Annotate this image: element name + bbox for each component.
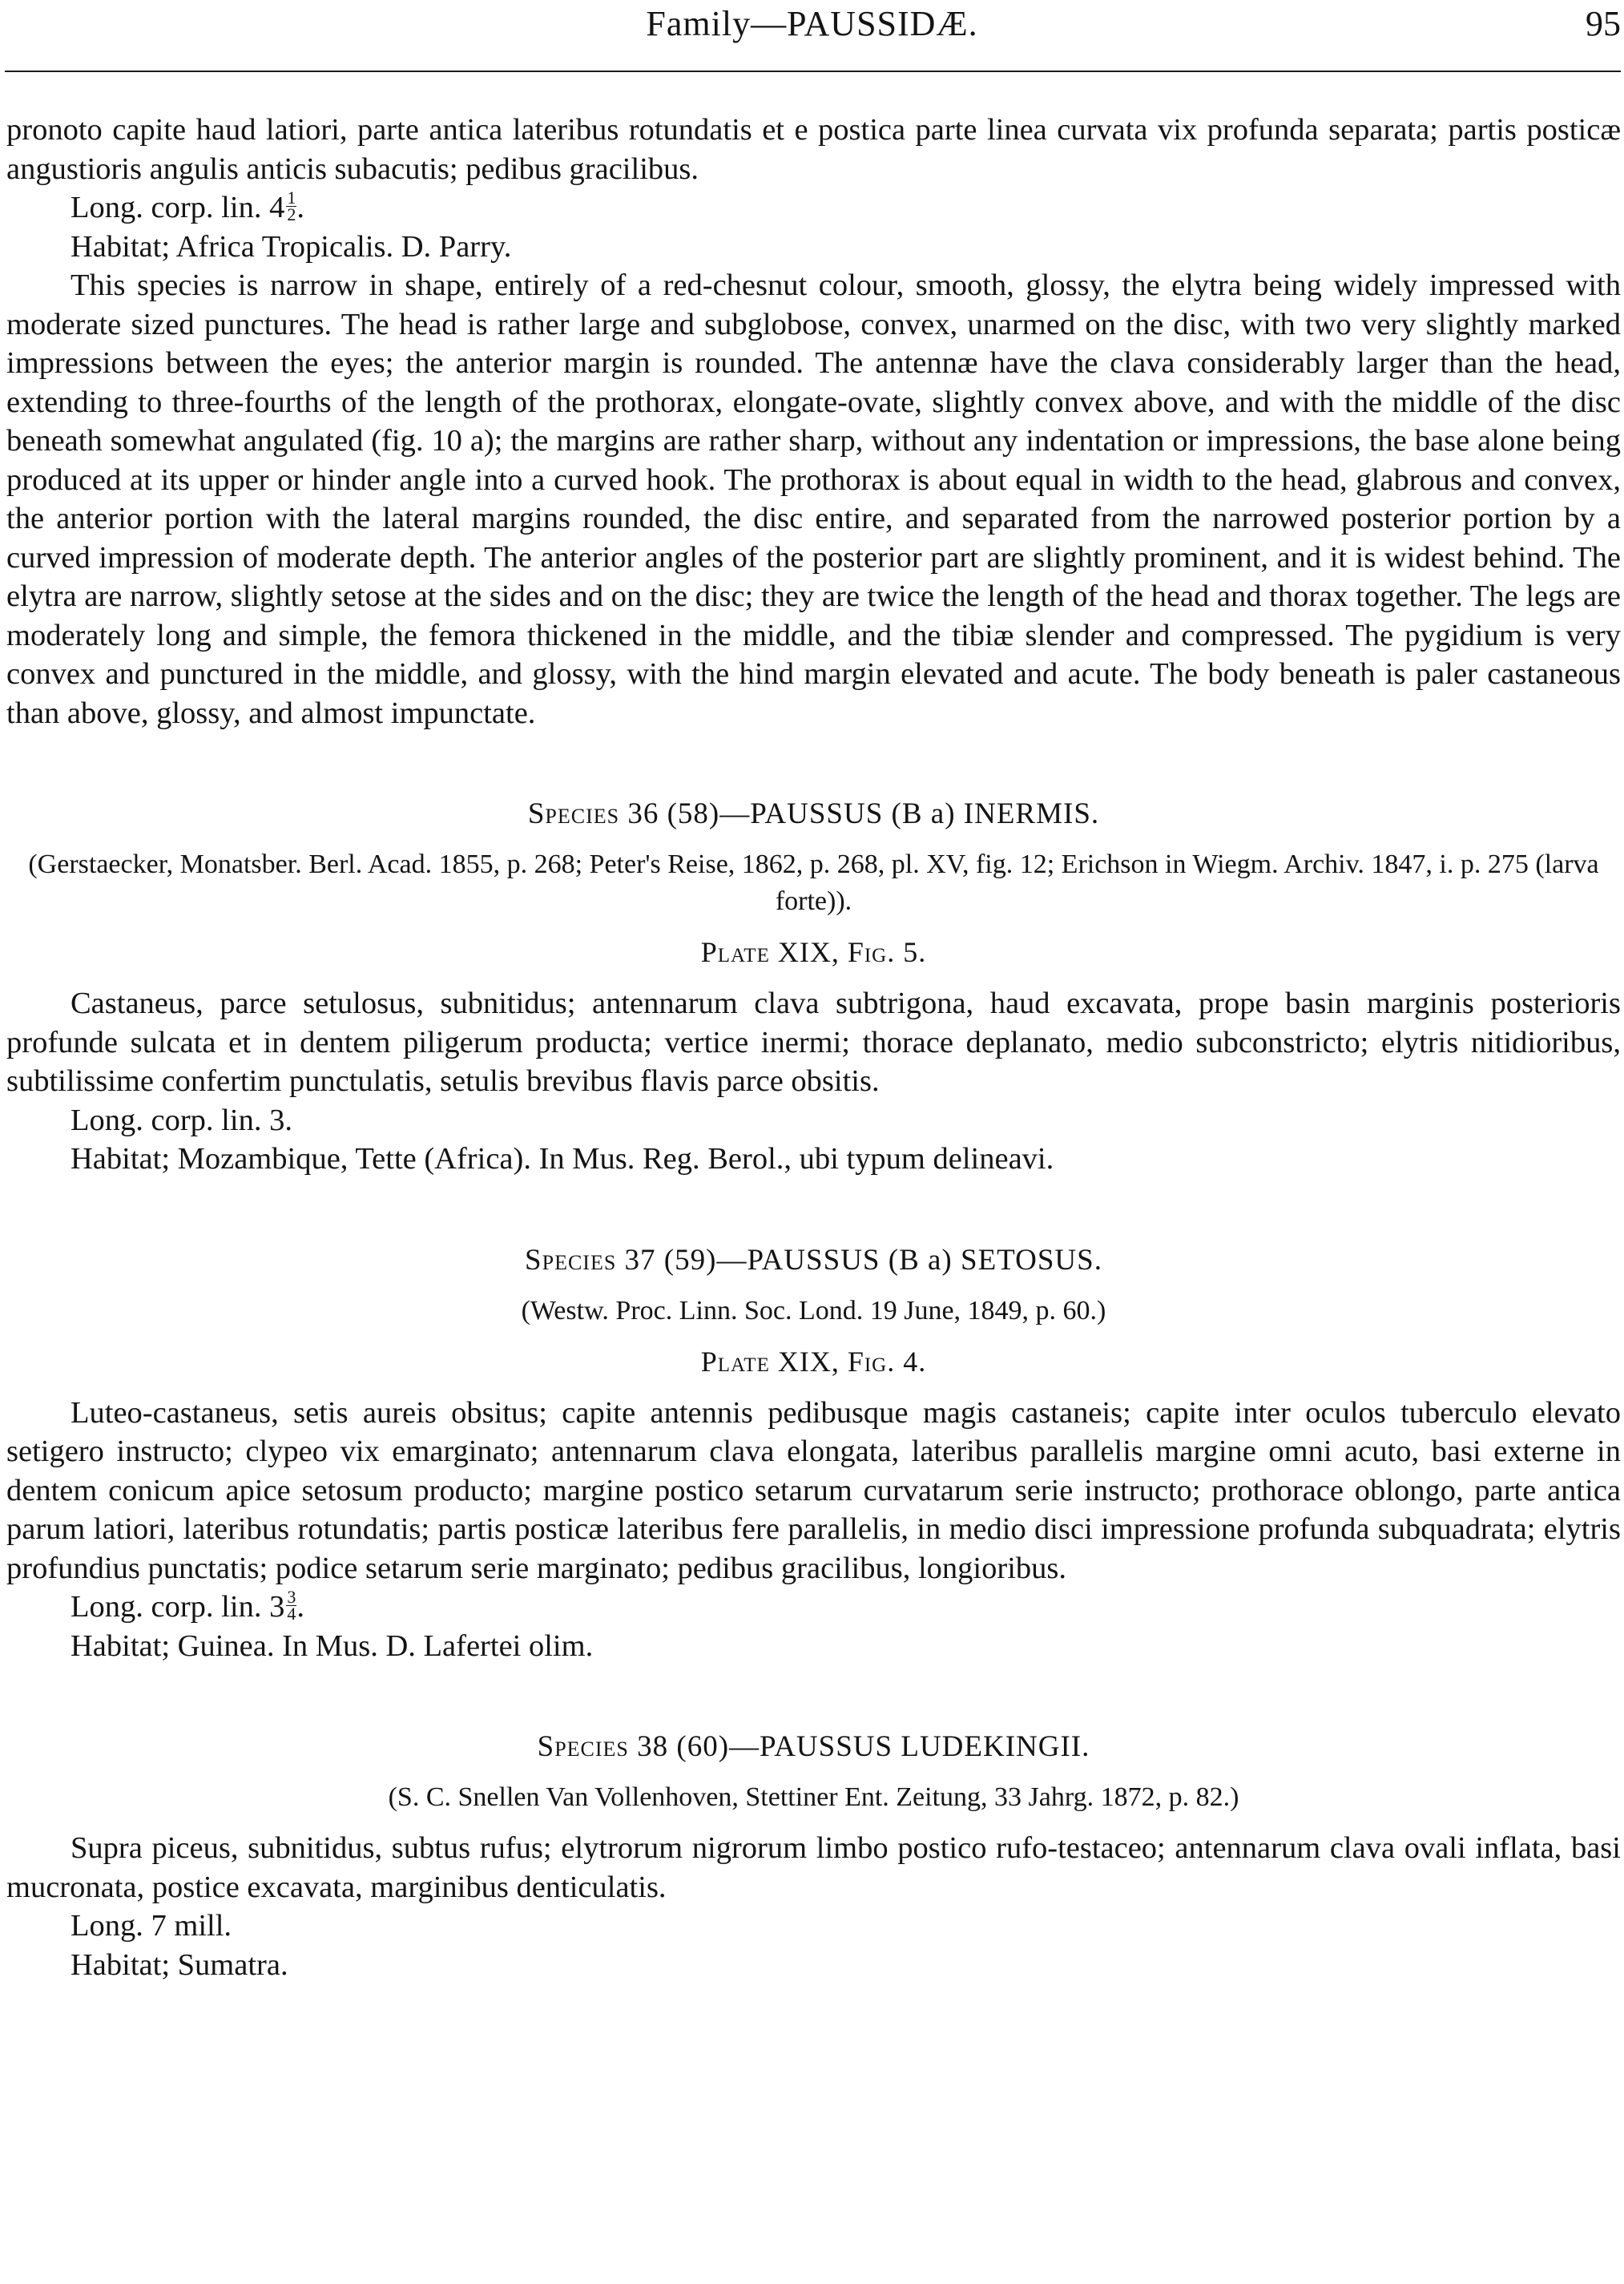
fraction-numerator: 1 <box>287 188 296 208</box>
page-number: 95 <box>1586 4 1621 43</box>
species-label: Species <box>527 797 620 830</box>
prev-habitat: Habitat; Africa Tropicalis. D. Parry. <box>71 229 512 264</box>
species-36-reference: (Gerstaecker, Monatsber. Berl. Acad. 1855, p. 268; Peter's Reise, 1862, p. 268, pl. XV, fig. 12; Erichson in Wiegm. Archiv. 1847, i. p. 275 (larva forte)). <box>28 849 1599 916</box>
species-37-length-text: Long. corp. lin. 3 <box>71 1590 285 1624</box>
species-37-reference: (Westw. Proc. Linn. Soc. Lond. 19 June, 1849, p. 60.) <box>521 1295 1106 1326</box>
species-38-habitat: Habitat; Sumatra. <box>71 1947 288 1982</box>
species-36-length: Long. corp. lin. 3. <box>71 1103 292 1137</box>
fraction-numerator: 3 <box>287 1587 296 1607</box>
species-36-heading <box>6 795 1621 833</box>
running-title: Family—PAUSSIDÆ. <box>646 4 978 43</box>
species-38 <box>6 1728 1621 1984</box>
species-37-heading <box>6 1241 1621 1280</box>
species-37-title: 37 (59)—PAUSSUS (B a) SETOSUS. <box>624 1243 1102 1277</box>
species-37-length-fraction <box>286 1589 296 1622</box>
species-36 <box>6 795 1621 1179</box>
fraction-denominator: 2 <box>287 204 296 224</box>
species-38-length: Long. 7 mill. <box>71 1909 232 1943</box>
fraction-denominator: 4 <box>287 1604 296 1624</box>
prev-description: This species is narrow in shape, entirely of a red-chesnut colour, smooth, glossy, the elytra being widely impressed with moderate sized punctures. The head is rather large and subglobose, convex, unarmed on the disc, with two very slightly marked impressions between the eyes; the anterior margin is rounded. The antennæ have the clava considerably larger than the head, extending to three-fourths of the length of the prothorax, elongate-ovate, slightly convex above, and with the middle of the disc beneath somewhat angulated (fig. 10 a); the margins are rather sharp, without any indentation or impressions, the base alone being produced at its upper or hinder angle into a curved hook. The prothorax is about equal in width to the head, glabrous and convex, the anterior portion with the lateral margins rounded, the disc entire, and separated from the narrowed posterior portion by a curved impression of moderate depth. The anterior angles of the posterior part are slightly prominent, and it is widest behind. The elytra are narrow, slightly setose at the sides and on the disc; they are twice the length of the head and thorax together. The legs are moderately long and simple, the femora thickened in the middle, and the tibiæ slender and compressed. The pygidium is very convex and punctured in the middle, and glossy, with the hind margin elevated and acute. The body beneath is paler castaneous than above, glossy, and almost impunctate. <box>6 268 1621 730</box>
species-36-plate: Plate XIX, Fig. 5. <box>700 936 927 968</box>
prev-length-fraction <box>286 190 296 223</box>
species-37-plate: Plate XIX, Fig. 4. <box>700 1345 927 1378</box>
species-38-heading <box>6 1728 1621 1766</box>
species-36-diagnosis: Castaneus, parce setulosus, subnitidus; antennarum clava subtrigona, haud excavata, prope basin marginis posterioris profunde sulcata et in dentem piligerum producta; vertice inermi; thorace deplanato, medio subconstricto; elytris nitidioribus, subtilissime confertim punctulatis, setulis brevibus flavis parce obsitis. <box>6 987 1621 1098</box>
species-37-length <box>6 1588 1621 1627</box>
species-label: Species <box>537 1730 629 1763</box>
species-36-title: 36 (58)—PAUSSUS (B a) INERMIS. <box>627 797 1100 830</box>
page-body <box>6 111 1621 1984</box>
prev-diagnosis: pronoto capite haud latiori, parte antica lateribus rotundatis et e postica parte linea curvata vix profunda separata; partis posticæ angustioris angulis anticis subacutis; pedibus gracilibus. <box>6 113 1621 186</box>
previous-species-continuation <box>6 111 1621 732</box>
species-38-title: 38 (60)—PAUSSUS LUDEKINGII. <box>637 1730 1090 1763</box>
species-37-habitat: Habitat; Guinea. In Mus. D. Lafertei olim. <box>71 1628 594 1663</box>
species-37 <box>6 1241 1621 1666</box>
running-head <box>0 0 1624 56</box>
species-36-habitat: Habitat; Mozambique, Tette (Africa). In Mus. Reg. Berol., ubi typum delineavi. <box>71 1142 1054 1176</box>
species-37-length-suffix: . <box>296 1590 304 1624</box>
prev-length-suffix: . <box>296 191 304 224</box>
species-38-diagnosis: Supra piceus, subnitidus, subtus rufus; elytrorum nigrorum limbo postico rufo-testaceo; antennarum clava ovali inflata, basi mucronata, postice excavata, marginibus denticulatis. <box>6 1831 1621 1904</box>
header-rule <box>5 71 1621 72</box>
prev-length <box>6 188 1621 228</box>
species-label: Species <box>525 1243 617 1277</box>
species-37-diagnosis: Luteo-castaneus, setis aureis obsitus; capite antennis pedibusque magis castaneis; capite inter oculos tuberculo elevato setigero instructo; clypeo vix emarginato; antennarum clava elongata, lateribus parallelis margine omni acuto, basi externe in dentem conicum apice setosum producto; margine postico setarum curvatarum serie instructo; prothorace oblongo, parte antica parum latiori, lateribus rotundatis; partis posticæ lateribus fere parallelis, in medio disci impressione profunda subquadrata; elytris profundius punctatis; podice setarum serie marginato; pedibus gracilibus, longioribus. <box>6 1395 1621 1585</box>
prev-length-text: Long. corp. lin. 4 <box>71 191 285 224</box>
species-38-reference: (S. C. Snellen Van Vollenhoven, Stettiner Ent. Zeitung, 33 Jahrg. 1872, p. 82.) <box>388 1782 1239 1812</box>
